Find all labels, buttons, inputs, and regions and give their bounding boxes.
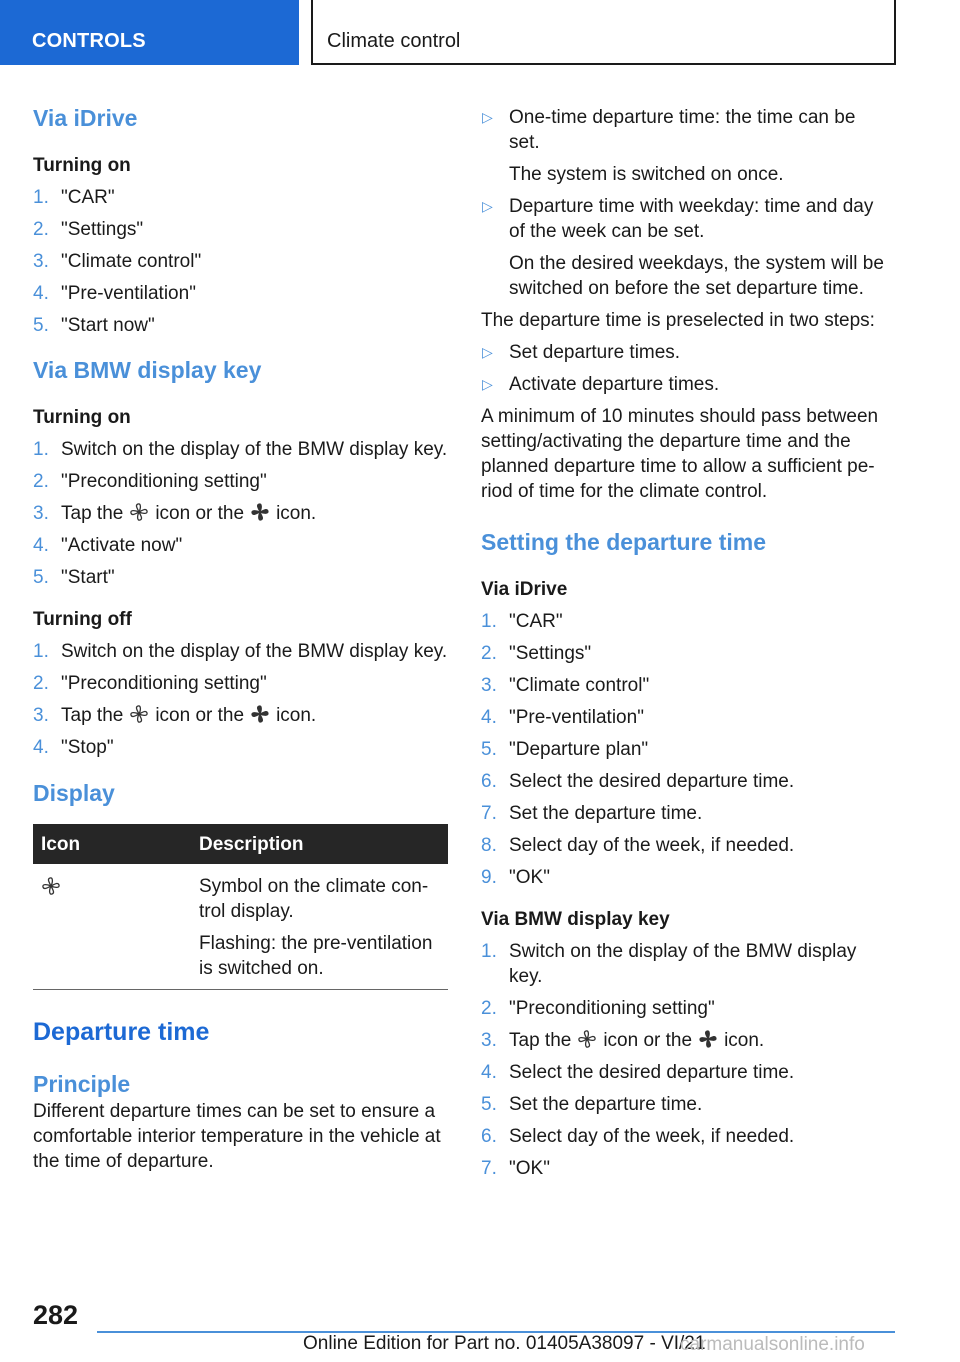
subheading-via-bmw-display-key: Via BMW display key — [481, 909, 670, 930]
step-text: "OK" — [509, 867, 550, 888]
list-item — [33, 185, 448, 210]
list-item — [481, 833, 891, 858]
list-item — [33, 469, 448, 494]
step-number: 1. — [33, 439, 49, 460]
section-tab — [0, 0, 299, 65]
chapter-tab — [311, 0, 896, 65]
subheading-turning-off: Turning off — [33, 609, 132, 630]
table-header-row — [33, 824, 448, 864]
departure-type-list — [481, 105, 891, 301]
step-number: 6. — [481, 1126, 497, 1147]
step-text: "Start" — [61, 567, 115, 588]
heading-via-idrive: Via iDrive — [33, 105, 138, 131]
list-item — [481, 1124, 891, 1149]
heading-departure-time: Departure time — [33, 1018, 210, 1046]
step-text: "Activate now" — [61, 535, 183, 556]
step-number: 3. — [33, 705, 49, 726]
list-item — [481, 372, 891, 397]
step-number: 4. — [481, 707, 497, 728]
pre-ventilation-fan-active-icon — [250, 704, 270, 724]
triangle-bullet-icon: ▷ — [482, 109, 493, 125]
step-number: 2. — [33, 471, 49, 492]
subheading-turning-on: Turning on — [33, 407, 131, 428]
key-turning-on-steps — [33, 437, 448, 590]
table-cell-icon — [33, 864, 191, 990]
pre-ventilation-fan-icon — [41, 876, 61, 896]
step-text: Switch on the display of the BMW display key. — [509, 941, 857, 987]
setting-key-steps — [481, 939, 891, 1181]
step-text: "Settings" — [61, 219, 144, 240]
step-number: 2. — [481, 643, 497, 664]
step-number: 1. — [33, 641, 49, 662]
setting-idrive-steps — [481, 609, 891, 890]
step-text: "Preconditioning setting" — [61, 673, 267, 694]
list-item — [33, 437, 448, 462]
step-number: 5. — [481, 1094, 497, 1115]
step-number: 2. — [33, 219, 49, 240]
step-text: icon or the — [155, 503, 245, 524]
key-turning-off-steps — [33, 639, 448, 760]
step-number: 5. — [33, 567, 49, 588]
bullet-text: One-time departure time: the time can be set. — [509, 107, 856, 153]
table-row — [33, 864, 448, 990]
step-text: "CAR" — [509, 611, 563, 632]
step-text: "Preconditioning setting" — [61, 471, 267, 492]
bullet-text: Set departure times. — [509, 342, 681, 363]
subheading-turning-on: Turning on — [33, 155, 131, 176]
bullet-text: Departure time with weekday: time and day of the week can be set. — [509, 196, 874, 242]
list-item — [33, 639, 448, 664]
heading-via-bmw-display-key: Via BMW display key — [33, 357, 262, 383]
step-text: "Departure plan" — [509, 739, 649, 760]
list-item — [481, 105, 891, 187]
step-text: Tap the — [61, 503, 124, 524]
list-item — [481, 641, 891, 666]
edition-text: Online Edition for Part no. 01405A38097 - VI/21 — [303, 1333, 706, 1354]
step-text: Tap the — [61, 705, 124, 726]
heading-principle: Principle — [33, 1071, 131, 1097]
table-cell-description — [191, 864, 448, 990]
list-item — [33, 533, 448, 558]
minimum-time-text: A minimum of 10 minutes should pass between setting/activating the departure time and the planned departure time to allow a sufficient pe-riod of time for the climate control. — [481, 406, 879, 502]
step-text: Switch on the display of the BMW display key. — [61, 439, 448, 460]
step-text: "Stop" — [61, 737, 114, 758]
step-number: 4. — [33, 737, 49, 758]
step-number: 3. — [481, 1030, 497, 1051]
step-number: 3. — [481, 675, 497, 696]
step-text: "Climate control" — [509, 675, 650, 696]
list-item — [481, 1028, 891, 1053]
step-text: "OK" — [509, 1158, 550, 1179]
step-text: Select day of the week, if needed. — [509, 1126, 795, 1147]
step-text: "CAR" — [61, 187, 115, 208]
heading-display: Display — [33, 780, 115, 806]
bullet-text: Activate departure times. — [509, 374, 720, 395]
step-number: 4. — [481, 1062, 497, 1083]
triangle-bullet-icon: ▷ — [482, 198, 493, 214]
step-text: "Preconditioning setting" — [509, 998, 715, 1019]
heading-setting-departure-time: Setting the departure time — [481, 529, 766, 555]
chapter-title: Climate control — [327, 30, 461, 52]
list-item — [481, 609, 891, 634]
left-column — [33, 98, 448, 1174]
list-item — [481, 1092, 891, 1117]
step-text: icon or the — [603, 1030, 693, 1051]
step-text: "Climate control" — [61, 251, 202, 272]
section-title: CONTROLS — [32, 30, 146, 52]
step-text: Select the desired departure time. — [509, 771, 795, 792]
column-header-description: Description — [191, 824, 448, 864]
pre-ventilation-fan-icon — [577, 1029, 597, 1049]
list-item — [481, 737, 891, 762]
list-item — [33, 313, 448, 338]
step-text: "Pre-ventilation" — [61, 283, 196, 304]
step-text: Select day of the week, if needed. — [509, 835, 795, 856]
step-text: "Settings" — [509, 643, 592, 664]
step-number: 3. — [33, 503, 49, 524]
list-item — [33, 565, 448, 590]
list-item — [33, 671, 448, 696]
step-number: 5. — [33, 315, 49, 336]
step-number: 1. — [481, 611, 497, 632]
idrive-turning-on-steps — [33, 185, 448, 338]
step-text: Switch on the display of the BMW display key. — [61, 641, 448, 662]
step-number: 7. — [481, 803, 497, 824]
page-number: 282 — [33, 1300, 79, 1330]
step-text: Tap the — [509, 1030, 572, 1051]
list-item — [481, 769, 891, 794]
step-number: 4. — [33, 283, 49, 304]
description-text: Symbol on the climate con-trol display. — [199, 876, 429, 922]
pre-ventilation-fan-icon — [129, 502, 149, 522]
list-item — [481, 996, 891, 1021]
step-text: Set the departure time. — [509, 1094, 703, 1115]
bullet-note: The system is switched on once. — [509, 164, 784, 185]
step-text: Select the desired departure time. — [509, 1062, 795, 1083]
list-item — [481, 801, 891, 826]
list-item — [33, 249, 448, 274]
preselect-steps-list — [481, 340, 891, 397]
list-item — [481, 705, 891, 730]
step-text: "Start now" — [61, 315, 155, 336]
subheading-via-idrive: Via iDrive — [481, 579, 568, 600]
list-item — [481, 1060, 891, 1085]
preselect-text: The departure time is preselected in two steps: — [481, 310, 875, 331]
right-column — [481, 98, 891, 1188]
list-item — [481, 340, 891, 365]
step-text: icon. — [276, 705, 317, 726]
step-number: 4. — [33, 535, 49, 556]
step-text: Set the departure time. — [509, 803, 703, 824]
step-text: icon or the — [155, 705, 245, 726]
step-number: 1. — [33, 187, 49, 208]
list-item — [33, 501, 448, 526]
step-number: 2. — [33, 673, 49, 694]
bullet-note: On the desired weekdays, the system will be switched on before the set departure time. — [509, 253, 884, 299]
step-number: 8. — [481, 835, 497, 856]
list-item — [481, 939, 891, 989]
pre-ventilation-fan-active-icon — [250, 502, 270, 522]
step-text: icon. — [724, 1030, 765, 1051]
pre-ventilation-fan-active-icon — [698, 1029, 718, 1049]
list-item — [481, 194, 891, 301]
step-number: 6. — [481, 771, 497, 792]
step-number: 2. — [481, 998, 497, 1019]
column-header-icon: Icon — [33, 824, 191, 864]
list-item — [481, 865, 891, 890]
list-item — [481, 1156, 891, 1181]
triangle-bullet-icon: ▷ — [482, 344, 493, 360]
triangle-bullet-icon: ▷ — [482, 376, 493, 392]
list-item — [33, 703, 448, 728]
step-text: "Pre-ventilation" — [509, 707, 644, 728]
step-number: 5. — [481, 739, 497, 760]
list-item — [33, 735, 448, 760]
list-item — [33, 217, 448, 242]
description-note: Flashing: the pre-ventilation is switched on. — [199, 933, 433, 979]
display-symbol-table — [33, 824, 448, 990]
step-number: 7. — [481, 1158, 497, 1179]
list-item — [33, 281, 448, 306]
pre-ventilation-fan-icon — [129, 704, 149, 724]
step-text: icon. — [276, 503, 317, 524]
list-item — [481, 673, 891, 698]
principle-text: Different departure times can be set to ensure a comfortable interior temperature in the vehicle at the time of departure. — [33, 1101, 441, 1172]
watermark: carmanualsonline.info — [680, 1334, 865, 1355]
step-number: 3. — [33, 251, 49, 272]
step-number: 9. — [481, 867, 497, 888]
step-number: 1. — [481, 941, 497, 962]
